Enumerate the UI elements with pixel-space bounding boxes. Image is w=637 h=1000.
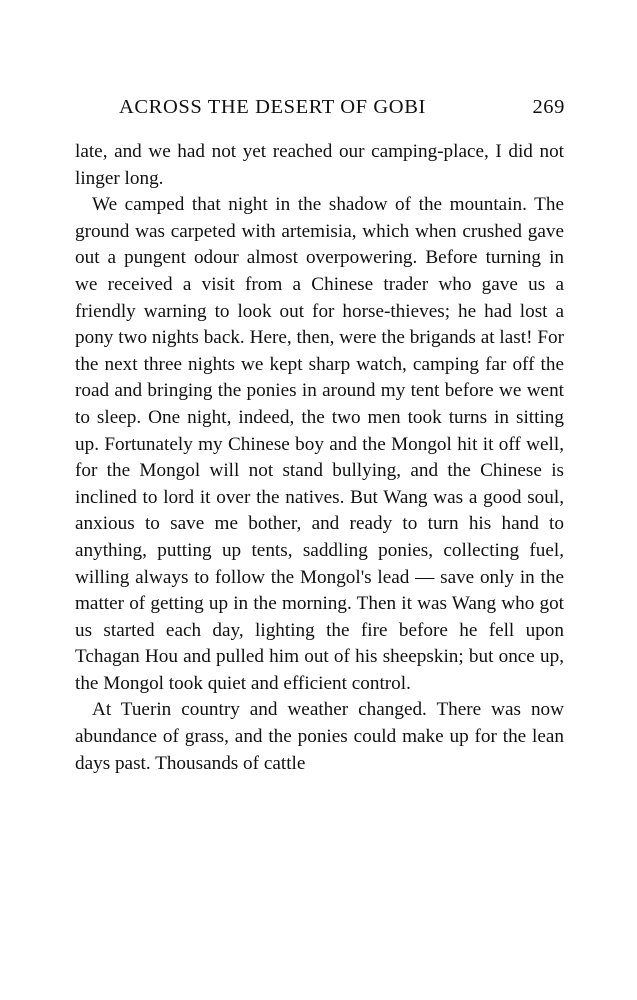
running-header: [75, 96, 565, 126]
running-title: ACROSS THE DESERT OF GOBI: [119, 96, 426, 118]
page-number: 269: [532, 96, 565, 118]
paragraph-continued: late, and we had not yet reached our camping-place, I did not linger long.: [75, 141, 564, 189]
body-text: [75, 139, 564, 777]
paragraph: We camped that night in the shadow of the mountain. The ground was carpeted with artemisia, which when crushed gave out a pungent odour almost overpowering. Before turning in we received a visit from a Chinese trader who gave us a friendly warning to look out for horse-thieves; he had lost a pony two nights back. Here, then, were the brigands at last! For the next three nights we kept sharp watch, camping far off the road and bringing the ponies in around my tent before we went to sleep. One night, indeed, the two men took turns in sitting up. Fortunately my Chinese boy and the Mongol hit it off well, for the Mongol will not stand bullying, and the Chinese is inclined to lord it over the natives. But Wang was a good soul, anxious to save me bother, and ready to turn his hand to anything, putting up tents, saddling ponies, collecting fuel, willing always to follow the Mongol's lead — save only in the matter of getting up in the morning. Then it was Wang who got us started each day, lighting the fire before he fell upon Tchagan Hou and pulled him out of his sheepskin; but once up, the Mongol took quiet and efficient control.: [75, 194, 564, 694]
paragraph: At Tuerin country and weather changed. There was now abundance of grass, and the ponies could make up for the lean days past. Thousands of cattle: [75, 699, 564, 774]
